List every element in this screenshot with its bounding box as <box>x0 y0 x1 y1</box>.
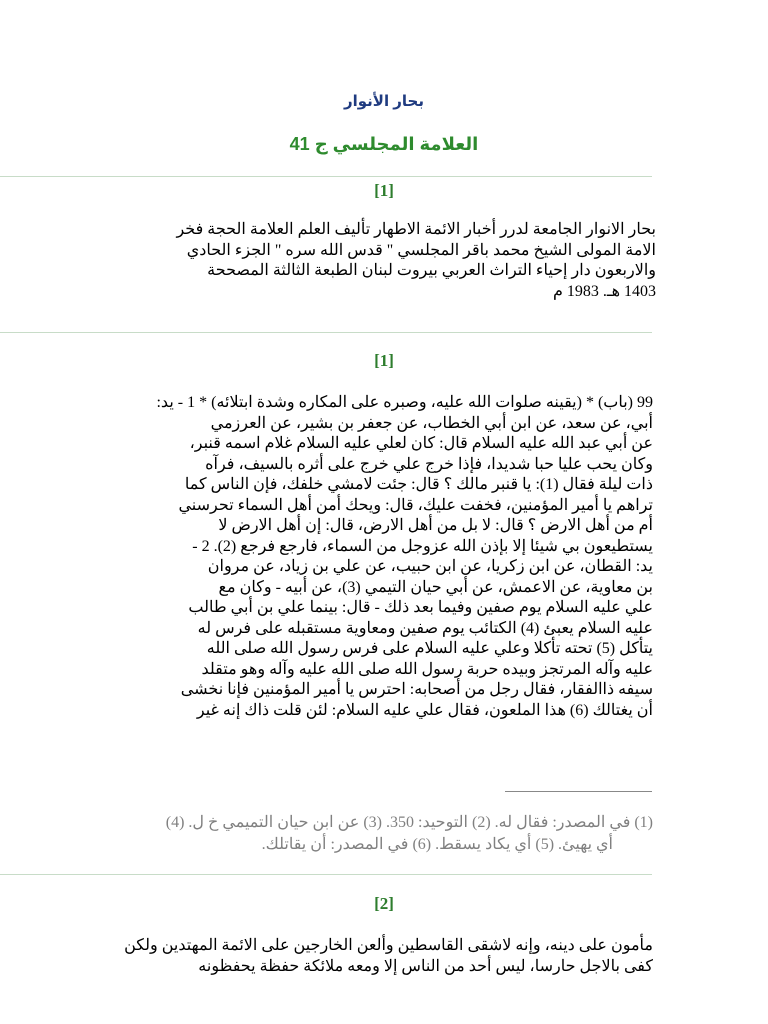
section-divider <box>0 332 652 333</box>
text-line: عن أبي عبد الله عليه السلام قال: كان لعلي عليه السلام غلام اسمه قنبر، <box>189 435 653 452</box>
text-line: أبي، عن سعد، عن ابن أبي الخطاب، عن جعفر بن بشير، عن العرزمي <box>210 414 653 432</box>
text-line: 1403 هـ. 1983 م <box>552 282 656 300</box>
text-line: سيفه ذاالفقار، فقال رجل من أصحابه: احترس يا أمير المؤمنين فإنا نخشى <box>180 681 653 698</box>
book-title: بحار الأنوار <box>343 93 424 110</box>
intro-paragraph <box>111 220 656 302</box>
section-divider <box>0 176 652 177</box>
text-line: أن يغتالك (6) هذا الملعون، فقال علي عليه السلام: لئن قلت ذاك إنه غير <box>196 701 653 719</box>
text-line: علي عليه السلام يوم صفين وفيما بعد ذلك - قال: بينما علي بن أبي طالب <box>188 599 653 616</box>
text-line: تراهم يا أمير المؤمنين، فخفت عليك، قال: ويحك أمن أهل السماء تحرسني <box>178 496 653 514</box>
author-volume-title: العلامة المجلسي ج 41 <box>289 134 479 154</box>
text-line: عليه السلام يعبئ (4) الكتائب يوم صفين ومعاوية مستقبله على فرس له <box>197 619 653 637</box>
footnote-line: (1) في المصدر: فقال له. (2) التوحيد: 350. (3) عن ابن حيان التميمي خ ل. (4) <box>165 814 653 831</box>
section-divider <box>0 874 652 875</box>
text-line: عليه وآله المرتجز وبيده حربة رسول الله صلى الله عليه وآله وهو متقلد <box>201 660 653 678</box>
footnote-line: أي يهيئ. (5) أي يكاد يسقط. (6) في المصدر: أن يقاتلك. <box>261 836 613 853</box>
text-line: أم من أهل الارض ؟ قال: لا بل من أهل الارض، قال: إن أهل الارض لا <box>218 517 653 534</box>
text-line: ذات ليلة فقال (1): يا قنبر مالك ؟ قال: جئت لامشي خلفك، فإن الناس كما <box>184 476 653 493</box>
footnote-separator <box>505 791 652 792</box>
continuation-paragraph <box>115 936 653 977</box>
text-line: يستطيعون بي شيئا إلا بإذن الله عزوجل من السماء، فارجع فرجع (2). 2 - <box>192 537 653 555</box>
text-line: وكان يحب عليا حبا شديدا، فإذا خرج علي خرج على أثره بالسيف، فرآه <box>205 455 653 473</box>
page-label: [1] <box>374 351 394 370</box>
text-line: بحار الانوار الجامعة لدرر أخبار الائمة الاطهار تأليف العلم العلامة الحجة فخر <box>176 221 656 238</box>
text-line: 99 (باب) * (يقينه صلوات الله عليه، وصبره على المكاره وشدة ابتلائه) * 1 - يد: <box>156 394 653 411</box>
main-paragraph <box>115 393 653 721</box>
footnotes <box>113 812 653 856</box>
text-line: يد: القطان، عن ابن زكريا، عن ابن حبيب، عن علي بن زياد، عن مروان <box>207 558 653 575</box>
text-line: بن معاوية، عن الاعمش، عن أبي حيان التيمي (3)، عن أبيه - وكان مع <box>218 578 653 596</box>
text-line: والاربعون دار إحياء التراث العربي بيروت لبنان الطبعة الثالثة المصححة <box>207 262 656 279</box>
text-line: يتأكل (5) تحته تأكلا وعلي عليه السلام على فرس رسول الله صلى الله <box>206 640 653 657</box>
text-line: مأمون على دينه، وإنه لاشقى القاسطين وألعن الخارجين على الائمة المهتدين ولكن <box>124 937 653 954</box>
text-line: الامة المولى الشيخ محمد باقر المجلسي " قدس الله سره " الجزء الحادي <box>186 241 656 259</box>
page-label: [2] <box>374 894 394 913</box>
text-line: كفى بالاجل حارسا، ليس أحد من الناس إلا ومعه ملائكة حفظة يحفظونه <box>198 957 653 975</box>
page-label: [1] <box>374 181 394 200</box>
